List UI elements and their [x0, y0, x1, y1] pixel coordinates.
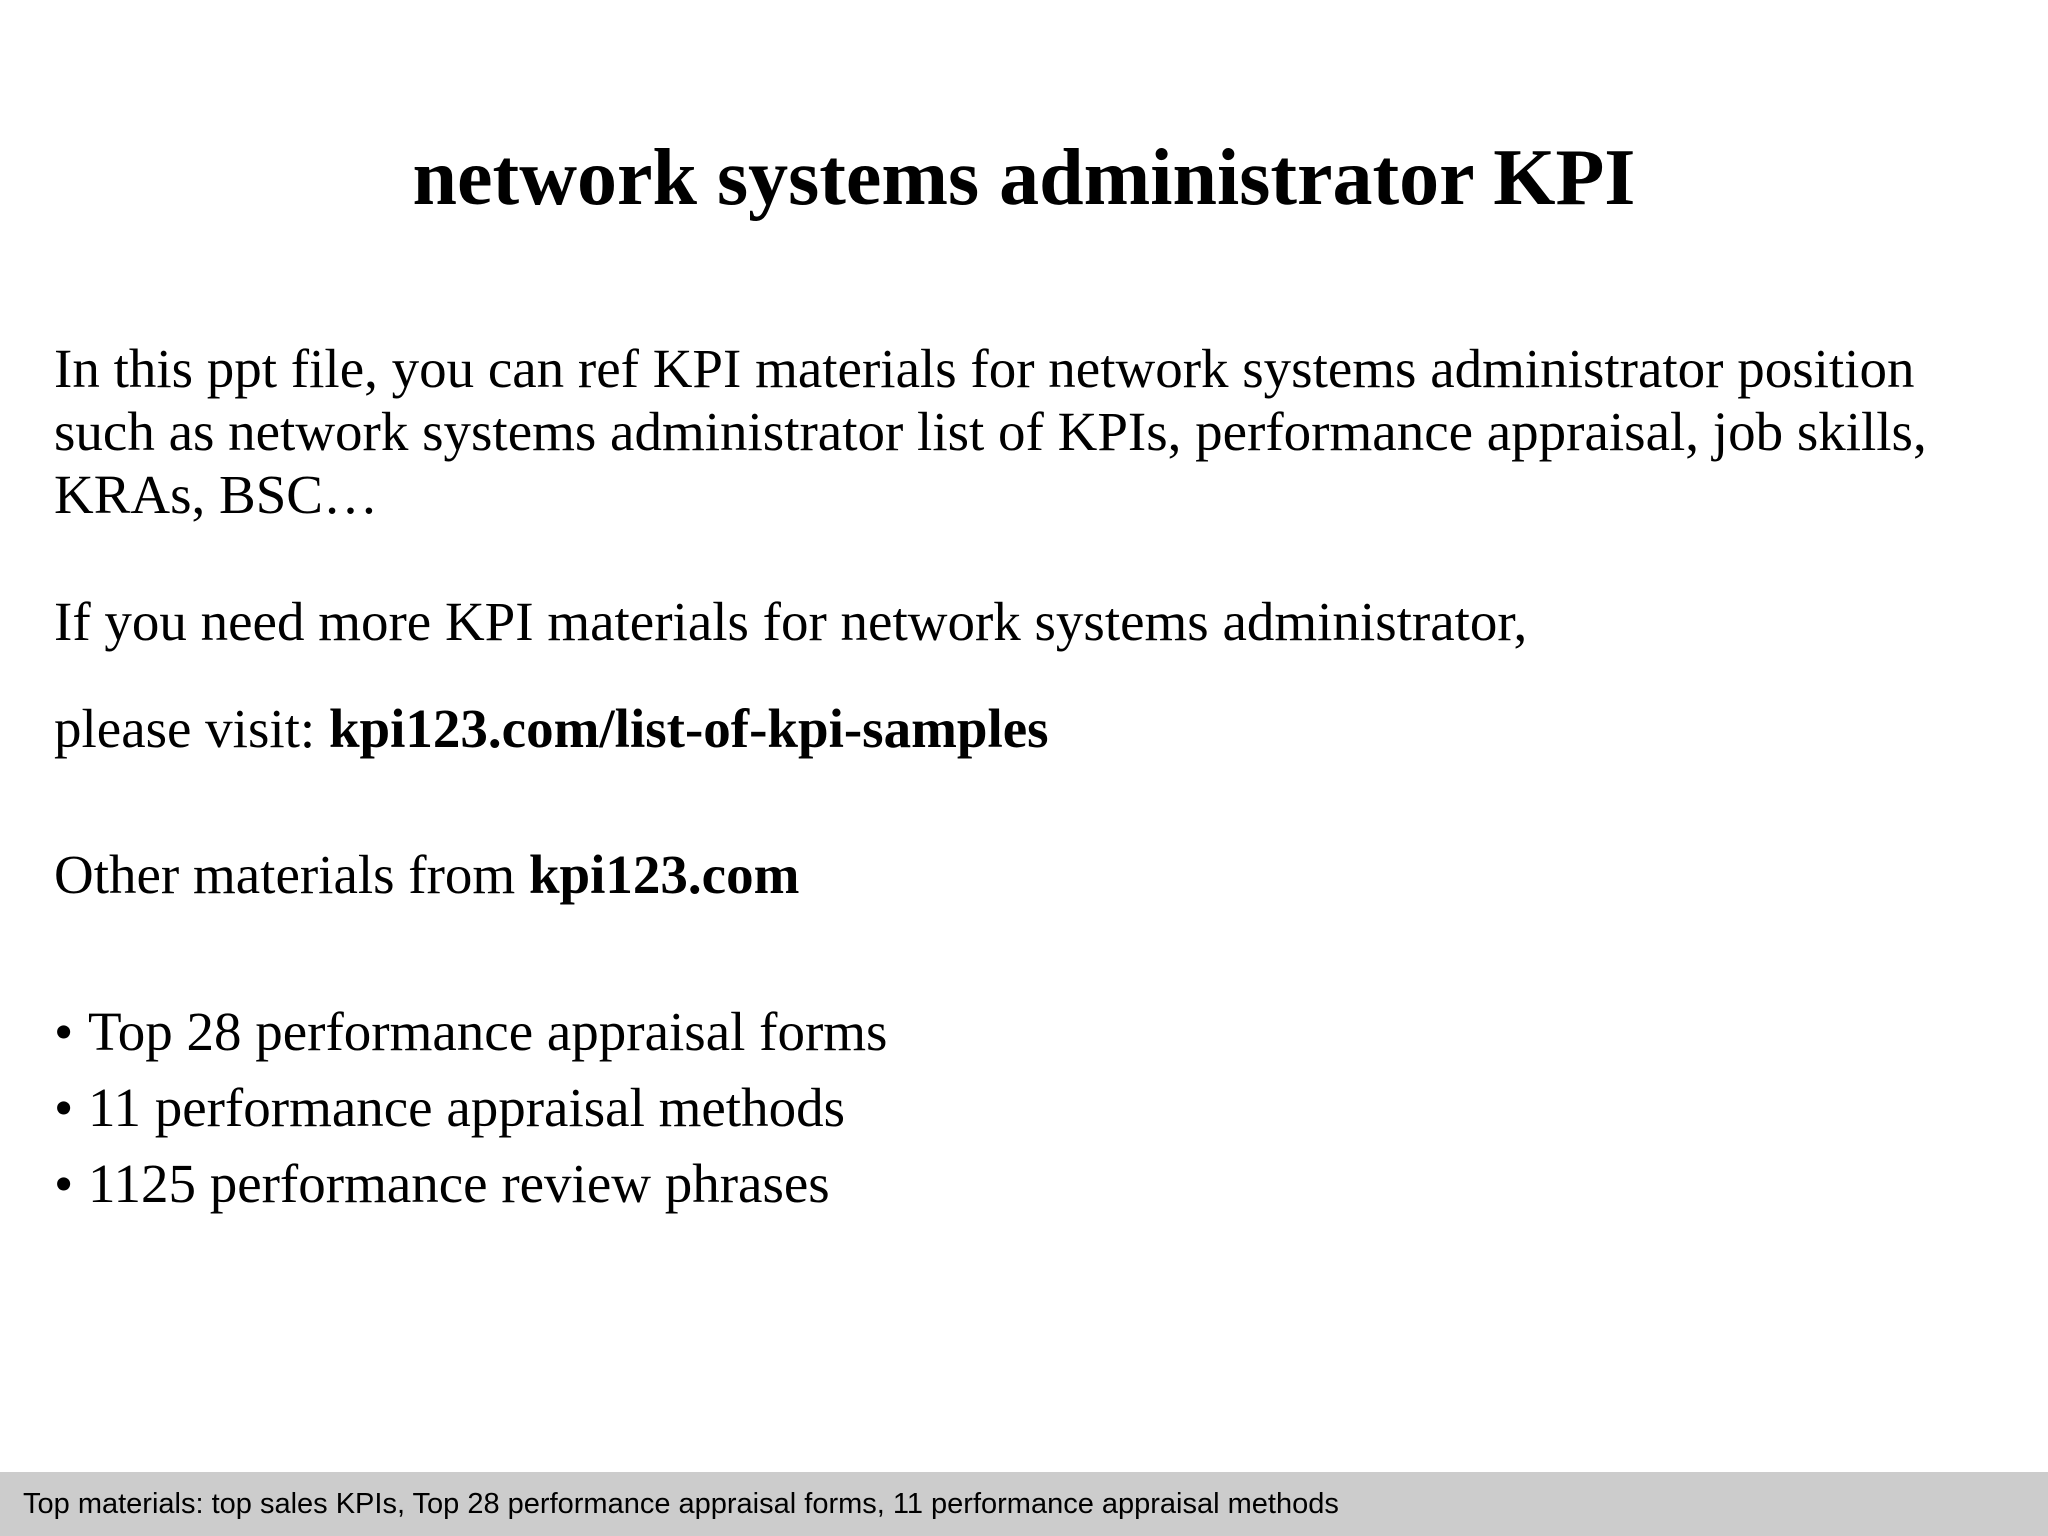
- bullet-symbol: •: [54, 1001, 74, 1062]
- slide-title: network systems administrator KPI: [412, 134, 1636, 222]
- kpi-samples-link[interactable]: kpi123.com/list-of-kpi-samples: [328, 698, 1049, 759]
- bullet-symbol: •: [54, 1153, 74, 1214]
- list-item-text: Top 28 performance appraisal forms: [88, 1001, 888, 1062]
- need-more-text: If you need more KPI materials for network systems administrator,: [54, 591, 1528, 652]
- other-materials-line: [54, 843, 799, 906]
- visit-line: [54, 697, 1049, 760]
- list-item-text: 11 performance appraisal methods: [88, 1077, 845, 1138]
- list-item: [54, 1070, 887, 1146]
- intro-paragraph: In this ppt file, you can ref KPI materials for network systems administrator position such as network systems administrator list of KPIs, performance appraisal, job skills, KRAs, BSC…: [54, 338, 1927, 525]
- materials-list: [54, 994, 887, 1222]
- footer-bar: [0, 1472, 2048, 1536]
- kpi123-link[interactable]: kpi123.com: [528, 844, 800, 905]
- footer-text: Top materials: top sales KPIs, Top 28 performance appraisal forms, 11 performance appraisal methods: [23, 1488, 1339, 1520]
- list-item-text: 1125 performance review phrases: [88, 1153, 830, 1214]
- visit-prefix: please visit:: [54, 698, 329, 759]
- other-prefix: Other materials from: [54, 844, 529, 905]
- bullet-symbol: •: [54, 1077, 74, 1138]
- list-item: [54, 1146, 887, 1222]
- list-item: [54, 994, 887, 1070]
